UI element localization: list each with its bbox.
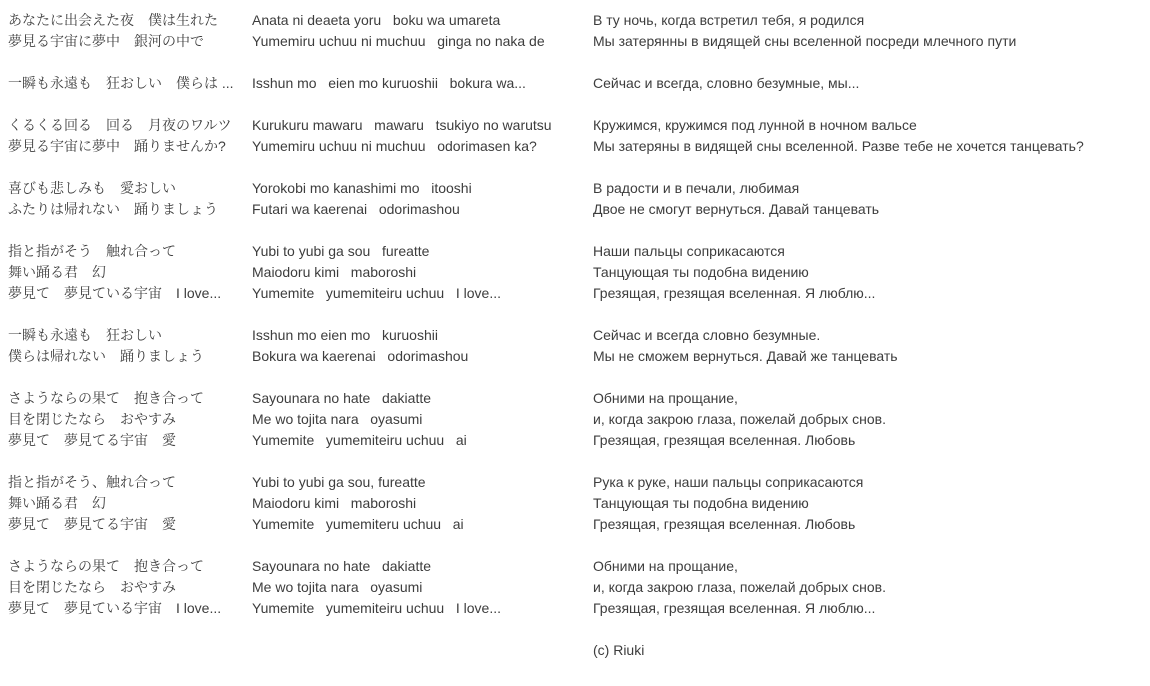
- stanza: [8, 556, 1150, 619]
- romaji-column: [252, 325, 593, 367]
- lyric-line-japanese: さようならの果て 抱き合って: [8, 558, 204, 574]
- russian-column: [593, 388, 1142, 451]
- lyric-line-russian: Танцующая ты подобна видению: [593, 264, 809, 280]
- lyric-line-romaji: Yumemite yumemiteiru uchuu I love...: [252, 600, 501, 616]
- lyric-line-japanese: 舞い踊る君 幻: [8, 264, 106, 280]
- lyric-line-japanese: 夢見て 夢見てる宇宙 愛: [8, 432, 176, 448]
- russian-column: [593, 325, 1142, 367]
- lyric-line-russian: Наши пальцы соприкасаются: [593, 243, 785, 259]
- japanese-column: [8, 241, 252, 304]
- lyric-line-japanese: 夢見て 夢見ている宇宙 I love...: [8, 285, 222, 301]
- lyric-line-russian: Мы затерянны в видящей сны вселенной посреди млечного пути: [593, 33, 1017, 49]
- lyric-line-russian: Рука к руке, наши пальцы соприкасаются: [593, 474, 864, 490]
- lyric-line-romaji: Isshun mo eien mo kuruoshii bokura wa...: [252, 75, 526, 91]
- lyric-line-japanese: あなたに出会えた夜 僕は生れた: [8, 12, 218, 28]
- lyric-line-russian: Сейчас и всегда словно безумные.: [593, 327, 821, 343]
- lyric-line-russian: Обними на прощание,: [593, 558, 738, 574]
- lyric-line-russian: и, когда закрою глаза, пожелай добрых снов.: [593, 579, 886, 595]
- japanese-column: [8, 556, 252, 619]
- lyric-line-japanese: 喜びも悲しみも 愛おしい: [8, 180, 176, 196]
- lyric-line-japanese: くるくる回る 回る 月夜のワルツ: [8, 117, 232, 133]
- lyric-line-japanese: 指と指がそう 触れ合って: [8, 243, 176, 259]
- japanese-column: [8, 115, 252, 157]
- romaji-column: [252, 556, 593, 619]
- stanza: [8, 241, 1150, 304]
- lyric-line-romaji: Yumemite yumemiteiru uchuu ai: [252, 432, 467, 448]
- stanza: [8, 325, 1150, 367]
- lyric-line-russian: Грезящая, грезящая вселенная. Любовь: [593, 516, 856, 532]
- romaji-column: [252, 115, 593, 157]
- stanza: [8, 178, 1150, 220]
- romaji-column: [252, 472, 593, 535]
- russian-column: [593, 73, 1142, 94]
- russian-column: [593, 472, 1142, 535]
- russian-column: [593, 556, 1142, 619]
- japanese-column: [8, 388, 252, 451]
- lyric-line-japanese: さようならの果て 抱き合って: [8, 390, 204, 406]
- lyric-line-japanese: 僕らは帰れない 踊りましょう: [8, 348, 204, 364]
- lyric-line-russian: Кружимся, кружимся под лунной в ночном вальсе: [593, 117, 917, 133]
- japanese-column: [8, 472, 252, 535]
- lyric-line-russian: Сейчас и всегда, словно безумные, мы...: [593, 75, 860, 91]
- japanese-column: [8, 10, 252, 52]
- lyric-line-russian: Двое не смогут вернуться. Давай танцевать: [593, 201, 880, 217]
- lyric-line-romaji: Me wo tojita nara oyasumi: [252, 579, 423, 595]
- japanese-column: [8, 325, 252, 367]
- lyric-line-russian: и, когда закрою глаза, пожелай добрых снов.: [593, 411, 886, 427]
- russian-column: [593, 10, 1142, 52]
- japanese-column: [8, 73, 252, 94]
- lyric-line-russian: Грезящая, грезящая вселенная. Я люблю...: [593, 285, 876, 301]
- lyric-line-romaji: Yumemiru uchuu ni muchuu odorimasen ka?: [252, 138, 537, 154]
- lyric-line-russian: Грезящая, грезящая вселенная. Я люблю...: [593, 600, 876, 616]
- lyric-line-romaji: Yumemite yumemiteiru uchuu I love...: [252, 285, 501, 301]
- lyric-line-romaji: Maiodoru kimi maboroshi: [252, 264, 417, 280]
- lyric-line-japanese: 一瞬も永遠も 狂おしい 僕らは ...: [8, 75, 234, 91]
- lyric-line-romaji: Yubi to yubi ga sou fureatte: [252, 243, 430, 259]
- lyric-line-romaji: Yorokobi mo kanashimi mo itooshi: [252, 180, 472, 196]
- credit-row: [593, 640, 1150, 661]
- lyric-line-romaji: Bokura wa kaerenai odorimashou: [252, 348, 469, 364]
- copyright-credit: (c) Riuki: [593, 642, 645, 658]
- lyric-line-japanese: 目を閉じたなら おやすみ: [8, 579, 176, 595]
- lyric-line-japanese: 目を閉じたなら おやすみ: [8, 411, 176, 427]
- stanza: [8, 10, 1150, 52]
- lyric-line-japanese: 舞い踊る君 幻: [8, 495, 106, 511]
- russian-column: [593, 241, 1142, 304]
- lyric-line-romaji: Futari wa kaerenai odorimashou: [252, 201, 460, 217]
- lyric-line-japanese: 夢見て 夢見てる宇宙 愛: [8, 516, 176, 532]
- lyric-line-romaji: Isshun mo eien mo kuruoshii: [252, 327, 438, 343]
- romaji-column: [252, 178, 593, 220]
- lyric-line-russian: Мы не сможем вернуться. Давай же танцевать: [593, 348, 898, 364]
- lyric-line-russian: В ту ночь, когда встретил тебя, я родился: [593, 12, 865, 28]
- lyric-line-japanese: ふたりは帰れない 踊りましょう: [8, 201, 218, 217]
- russian-column: [593, 115, 1142, 157]
- japanese-column: [8, 178, 252, 220]
- lyric-line-japanese: 夢見て 夢見ている宇宙 I love...: [8, 600, 222, 616]
- lyric-line-russian: В радости и в печали, любимая: [593, 180, 800, 196]
- lyric-line-russian: Грезящая, грезящая вселенная. Любовь: [593, 432, 856, 448]
- romaji-column: [252, 73, 593, 94]
- lyric-line-romaji: Kurukuru mawaru mawaru tsukiyo no warutsu: [252, 117, 552, 133]
- stanza: [8, 472, 1150, 535]
- romaji-column: [252, 10, 593, 52]
- stanza: [8, 115, 1150, 157]
- romaji-column: [252, 241, 593, 304]
- lyric-line-japanese: 夢見る宇宙に夢中 銀河の中で: [8, 33, 204, 49]
- lyric-line-romaji: Yumemiru uchuu ni muchuu ginga no naka de: [252, 33, 545, 49]
- lyric-line-romaji: Anata ni deaeta yoru boku wa umareta: [252, 12, 501, 28]
- lyric-line-romaji: Yubi to yubi ga sou, fureatte: [252, 474, 426, 490]
- lyric-line-romaji: Sayounara no hate dakiatte: [252, 390, 432, 406]
- lyric-line-romaji: Me wo tojita nara oyasumi: [252, 411, 423, 427]
- lyric-line-japanese: 指と指がそう、触れ合って: [8, 474, 176, 490]
- stanza: [8, 73, 1150, 94]
- lyric-line-russian: Танцующая ты подобна видению: [593, 495, 809, 511]
- romaji-column: [252, 388, 593, 451]
- lyric-line-romaji: Sayounara no hate dakiatte: [252, 558, 432, 574]
- stanza: [8, 388, 1150, 451]
- lyric-line-romaji: Maiodoru kimi maboroshi: [252, 495, 417, 511]
- lyric-line-romaji: Yumemite yumemiteru uchuu ai: [252, 516, 464, 532]
- lyric-line-russian: Обними на прощание,: [593, 390, 738, 406]
- lyric-line-russian: Мы затеряны в видящей сны вселенной. Разве тебе не хочется танцевать?: [593, 138, 1084, 154]
- lyric-line-japanese: 夢見る宇宙に夢中 踊りませんか?: [8, 138, 226, 154]
- russian-column: [593, 178, 1142, 220]
- lyric-line-japanese: 一瞬も永遠も 狂おしい: [8, 327, 162, 343]
